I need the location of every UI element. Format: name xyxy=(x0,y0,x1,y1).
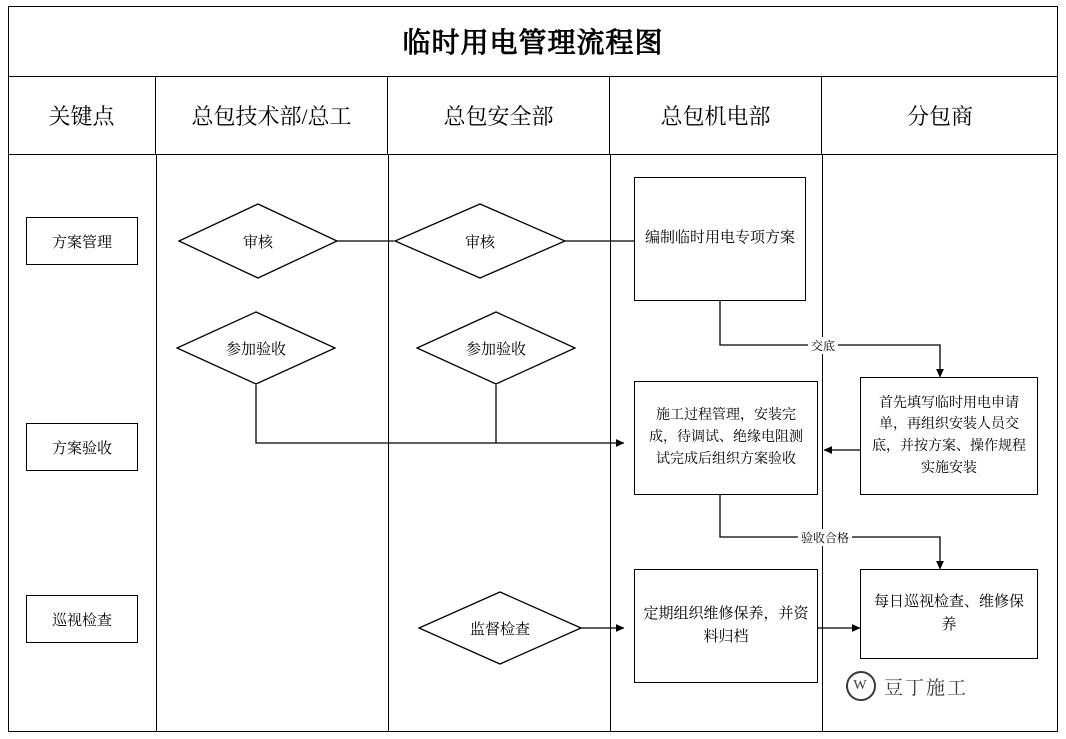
node-join-acceptance-safety xyxy=(416,311,576,385)
key-point-plan-management: 方案管理 xyxy=(26,217,138,265)
wechat-icon: W xyxy=(846,671,876,701)
key-point-plan-acceptance: 方案验收 xyxy=(26,423,138,471)
node-join-acceptance-tech-label: 参加验收 xyxy=(225,341,286,358)
column-divider-1 xyxy=(156,155,157,732)
node-review-tech-label: 审核 xyxy=(242,234,273,251)
page-title: 临时用电管理流程图 xyxy=(402,28,664,59)
column-header-row xyxy=(8,77,1058,155)
node-maintenance-archive: 定期组织维修保养，并资料归档 xyxy=(634,569,818,683)
column-header-subcontractor: 分包商 xyxy=(906,104,973,129)
diagram-body xyxy=(8,155,1058,732)
edge-label-handover: 交底 xyxy=(808,337,838,354)
node-supervise-check-label: 监督检查 xyxy=(469,621,530,638)
node-supervise-check xyxy=(418,591,582,665)
watermark-text: 豆丁施工 xyxy=(884,677,969,699)
column-header-key-point: 关键点 xyxy=(8,77,156,154)
column-header-electrical-dept: 总包机电部 xyxy=(610,77,822,154)
key-point-inspection: 巡视检查 xyxy=(26,595,138,643)
node-construction-management: 施工过程管理，安装完成，待调试、绝缘电阻测试完成后组织方案验收 xyxy=(634,381,818,495)
column-divider-3 xyxy=(610,155,611,732)
watermark xyxy=(846,671,968,701)
node-review-tech xyxy=(178,203,338,279)
node-subcontractor-apply: 首先填写临时用电申请单，再组织安装人员交底，并按方案、操作规程实施安装 xyxy=(860,377,1038,495)
node-join-acceptance-tech xyxy=(176,311,336,385)
edge-label-accept-pass: 验收合格 xyxy=(798,529,852,546)
title-bar xyxy=(8,6,1058,77)
column-header-tech-dept: 总包技术部/总工 xyxy=(156,77,388,154)
node-review-safety xyxy=(394,203,566,279)
node-review-safety-label: 审核 xyxy=(464,234,495,251)
node-plan-prepare: 编制临时用电专项方案 xyxy=(634,177,806,301)
column-header-safety-dept: 总包安全部 xyxy=(388,77,610,154)
node-join-acceptance-safety-label: 参加验收 xyxy=(465,341,526,358)
node-daily-inspection: 每日巡视检查、维修保养 xyxy=(860,569,1038,659)
column-divider-4 xyxy=(822,155,823,732)
column-divider-2 xyxy=(388,155,389,732)
